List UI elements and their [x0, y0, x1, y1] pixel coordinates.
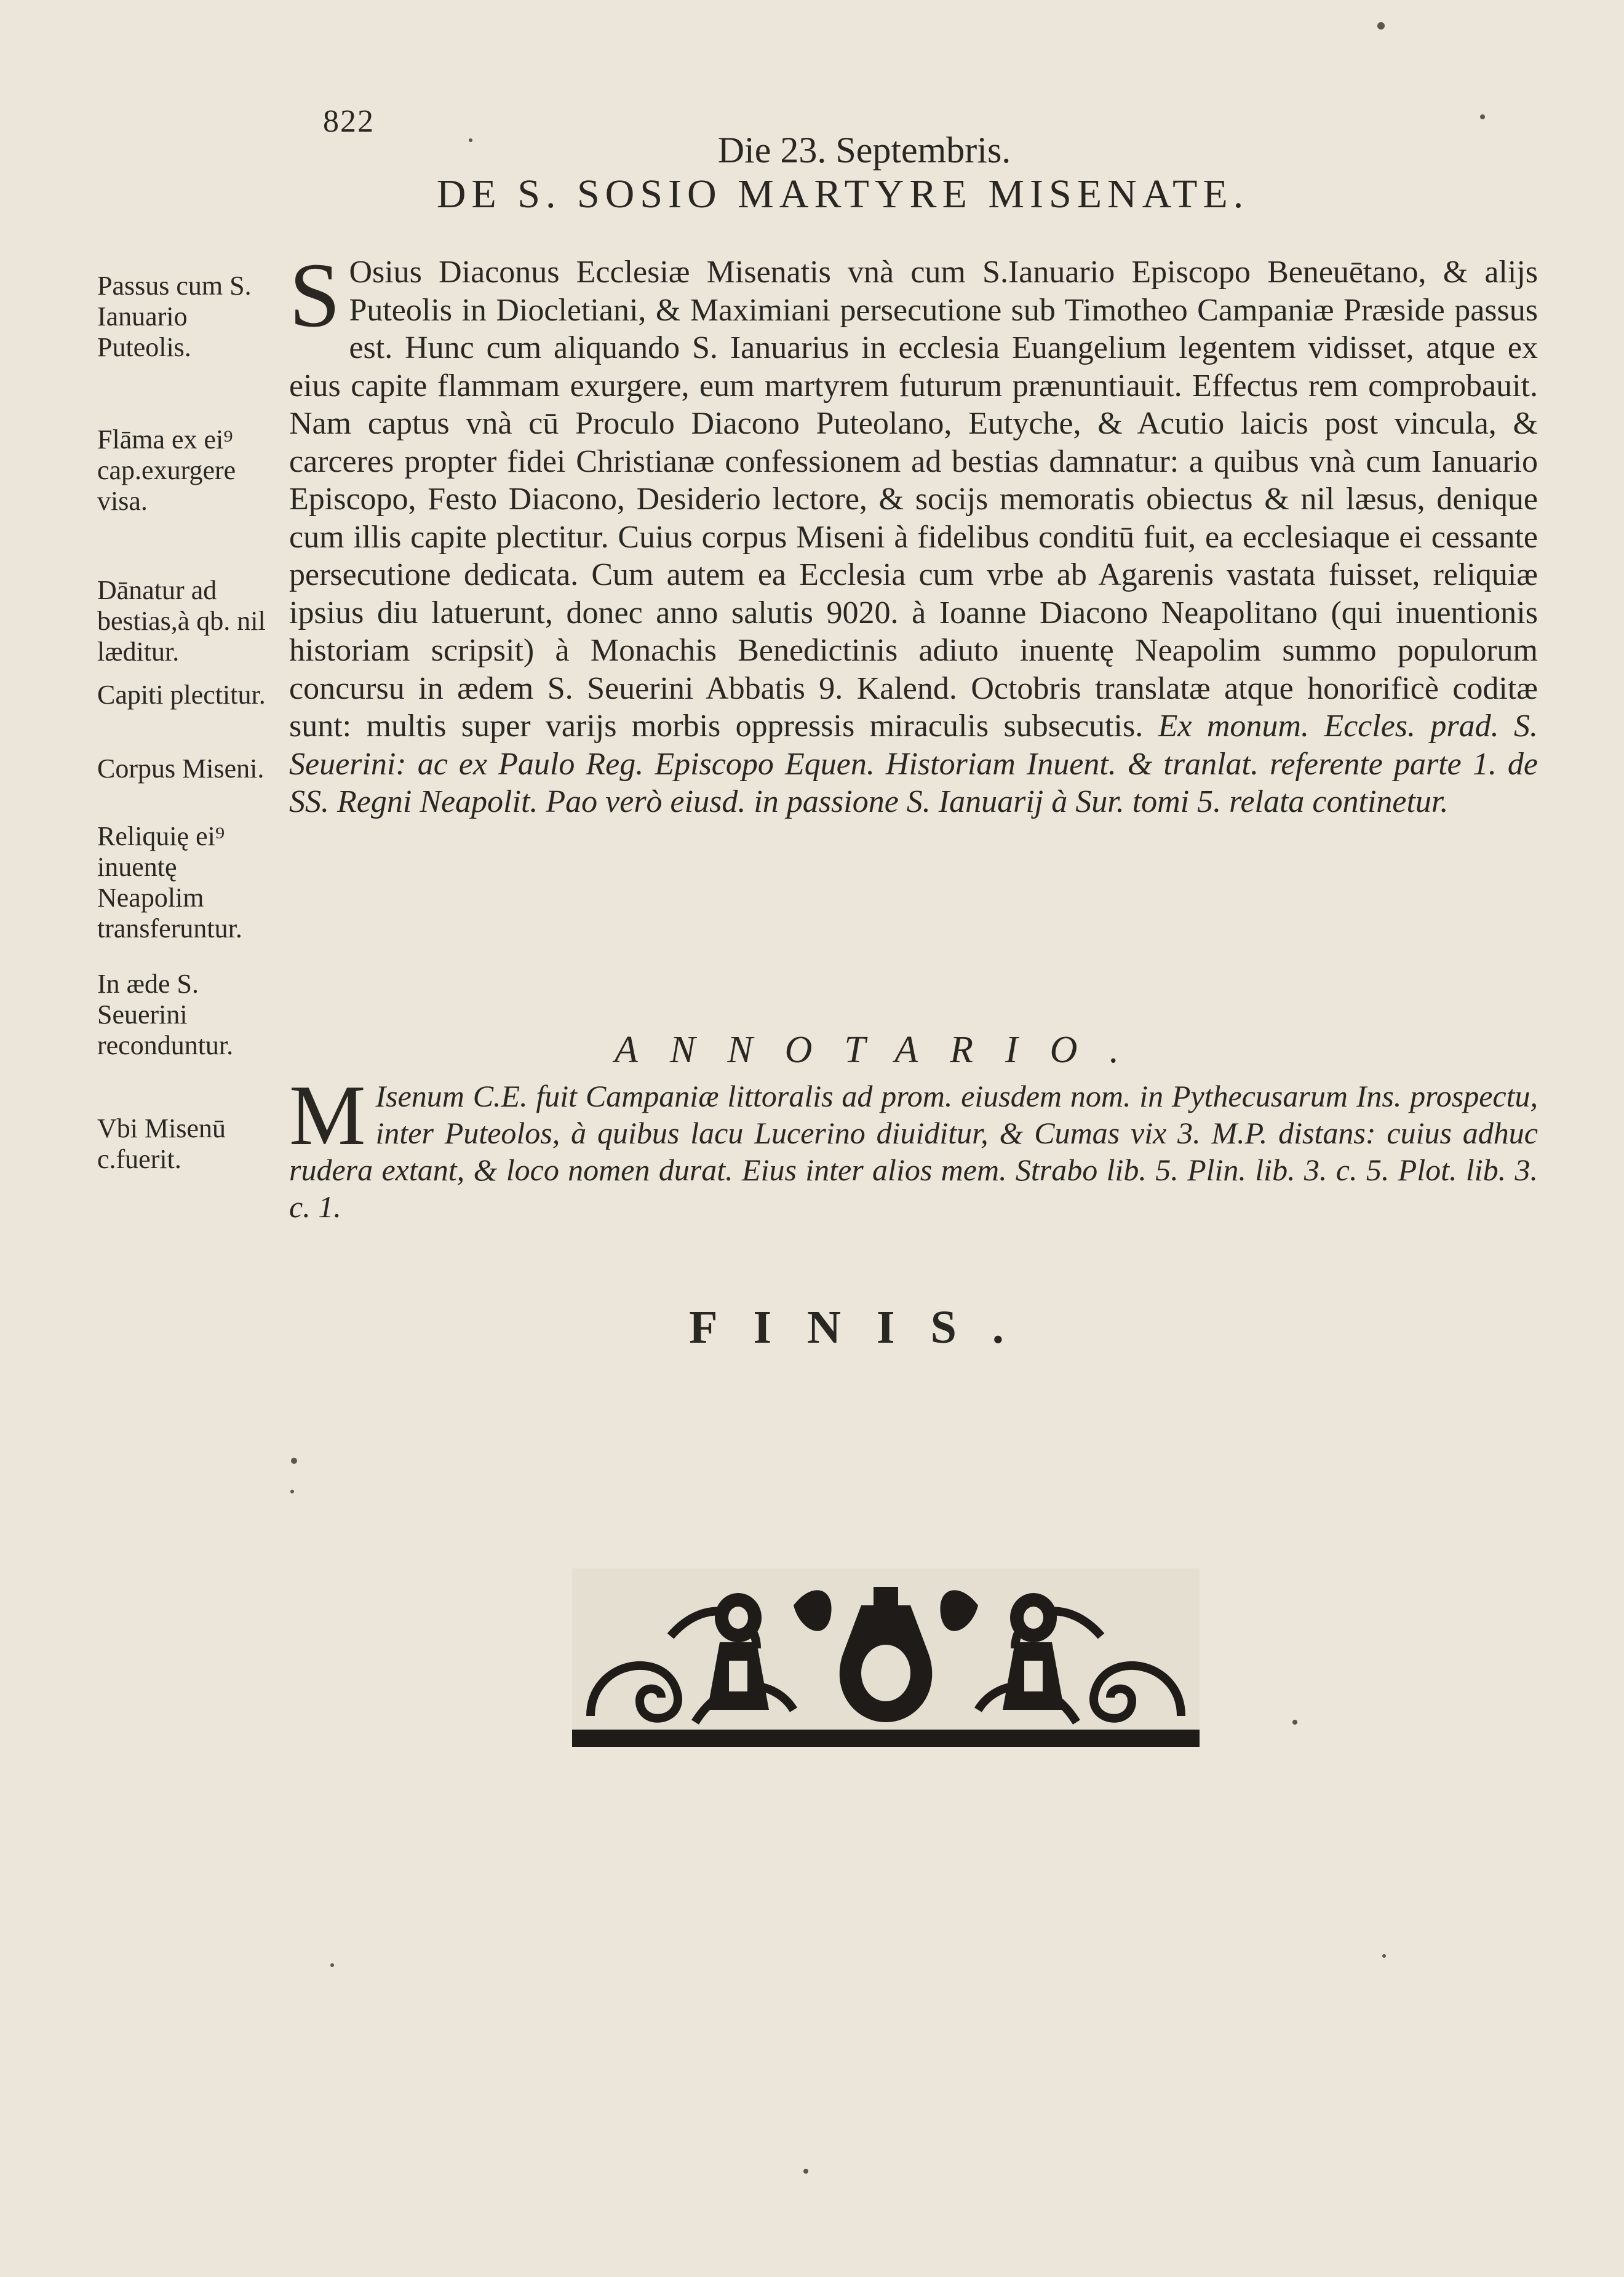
main-text [289, 244, 1538, 821]
annotatio-body: Isenum C.E. fuit Campaniæ littoralis ad prom. eiusdem nom. in Pythecusarum Ins. prospectu, inter Puteolos, à quibus lacu Lucerino diuiditur, & Cumas vix 3. M.P. distans: cuius adhuc rudera extant, & loco nomen durat. Eius inter alios mem. Strabo lib. 5. Plin. lib. 3. c. 5. Plot. lib. 3. c. 1. [289, 1079, 1538, 1224]
date-line: Die 23. Septembris. [717, 130, 1011, 170]
margin-note: Passus cum S. Ianuario Puteolis. [97, 271, 252, 362]
main-text-body: Osius Diaconus Ecclesiæ Misenatis vnà cum S.Ianuario Episcopo Beneuētano, & alijs Puteolis in Diocletiani, & Maximiani persecutione sub Timotheo Campaniæ Præside passus est. Hunc cum aliquando S. Ianuarius in ecclesia Euangelium legentem vidisset, atque ex eius capite flammam exurgere, eum martyrem futurum prænuntiauit. Effectus rem comprobauit. Nam captus vnà cū Proculo Diacono Puteolano, Eutyche, & Acutio laicis post vincula, & carceres propter fidei Christianæ confessionem ad bestias damnatur: a quibus vnà cum Ianuario Episcopo, Festo Diacono, Desiderio lectore, & socijs memoratis obiectus & nil læsus, denique cum illis capite plectitur. Cuius corpus Miseni à fidelibus conditū fuit, ea ecclesiaque ei cessante persecutione dedicata. Cum autem ea Ecclesia cum vrbe ab Agarenis vastata fuisset, reliquiæ ipsius diu latuerunt, donec anno salutis 9020. à Ioanne Diacono Neapolitano (qui inuentionis historiam scripsit) à Monachis Benedictinis adiuto inuentę Neapolim summo populorum concursu in ædem S. Seuerini Abbatis 9. Kalend. Octobris translatæ atque honorificè coditæ sunt: multis super varijs morbis oppressis miraculis subsecutis. [289, 255, 1538, 744]
margin-note: In æde S. Seuerini reconduntur. [97, 969, 234, 1060]
chapter-title: DE S. SOSIO MARTYRE MISENATE. [436, 172, 1249, 217]
margin-note: Capiti plectitur. [97, 680, 266, 710]
page-number: 822 [323, 104, 375, 139]
finis: FINIS. [689, 1301, 1040, 1353]
drop-cap: M [289, 1068, 366, 1163]
margin-note: Vbi Misenū c.fuerit. [97, 1113, 226, 1174]
drop-cap: S [289, 244, 341, 346]
annotatio-heading: ANNOTARIO. [615, 1029, 1151, 1071]
margin-note: Dānatur ad bestias,à qb. nil læditur. [97, 575, 266, 667]
margin-note: Corpus Miseni. [97, 753, 265, 784]
source-citation: Ex monum. Eccles. prad. S. Seuerini: ac ex Paulo Reg. Episcopo Equen. Historiam Inuent. & tranlat. referente parte 1. de SS. Regni Neapolit. Pao verò eiusd. in passione S. Ianuarij à Sur. tomi 5. relata continetur. [289, 709, 1538, 819]
margin-note: Reliquię ei⁹ inuentę Neapolim transferuntur. [97, 821, 242, 944]
margin-note: Flāma ex ei⁹ cap.exurgere visa. [97, 424, 236, 516]
ornament-icon [572, 1568, 1200, 1747]
annotatio-text [289, 1068, 1538, 1225]
